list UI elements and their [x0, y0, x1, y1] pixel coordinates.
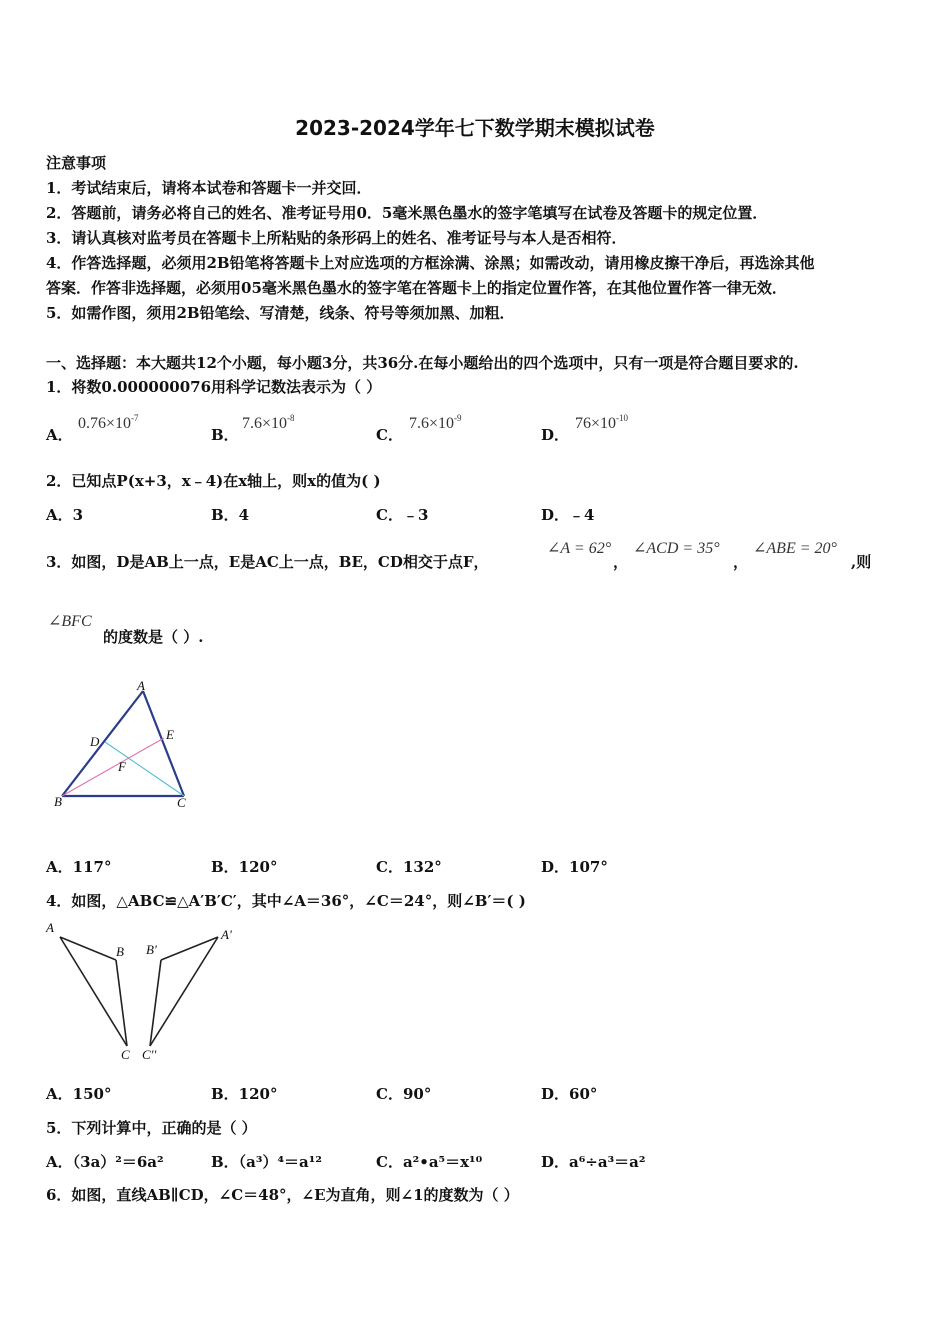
notice-item: 3．请认真核对监考员在答题卡上所粘贴的条形码上的姓名、准考证号与本人是否相符． [46, 229, 627, 247]
q5-option-b: B．（a³）⁴＝a¹² [211, 1153, 322, 1171]
q5-option-a: A．（3a）²＝6a² [46, 1153, 164, 1171]
q1-option-b-label: B． [211, 426, 239, 444]
q3-separator: ， [733, 553, 749, 571]
q1-option-c-label: C． [376, 426, 403, 444]
q5-option-c: C．a²•a⁵＝x¹⁰ [376, 1153, 483, 1171]
q1-option-b-value: $7.6\times 10^{-8}$ [242, 413, 295, 432]
q3-angle-a: ∠A = 62° [547, 540, 612, 557]
q3-separator: ， [613, 553, 629, 571]
q6-stem: 6．如图，直线AB∥CD，∠C＝48°，∠E为直角，则∠1的度数为（ ） [46, 1186, 519, 1204]
q1-option-c-value: $7.6\times 10^{-9}$ [409, 413, 462, 432]
notice-heading: 注意事项 [46, 154, 107, 172]
q3-stem: 3．如图，D是AB上一点，E是AC上一点，BE，CD相交于点F， [46, 553, 489, 571]
q1-stem: 1．将数0.000000076用科学记数法表示为（ ） [46, 378, 382, 396]
q4-point-c-prime: C'' [142, 1047, 157, 1062]
q3-point-e: E [166, 727, 174, 742]
q3-angle-bfc: ∠BFC [48, 613, 92, 630]
q4-option-d: D．60° [541, 1085, 598, 1103]
notice-item: 答案．作答非选择题，必须用05毫米黑色墨水的签字笔在答题卡上的指定位置作答，在其他位置作答一律无效． [46, 279, 787, 297]
q4-point-a-prime: A' [221, 927, 232, 942]
q3-option-d: D．107° [541, 858, 608, 876]
q2-option-a: A．3 [46, 506, 84, 524]
q1-option-d-value: $76\times 10^{-10}$ [575, 413, 629, 432]
q1-option-d-label: D． [541, 426, 570, 444]
q4-option-c: C．90° [376, 1085, 432, 1103]
q3-angle-acd: ∠ACD = 35° [633, 540, 720, 557]
q4-triangles-figure [44, 916, 244, 1066]
q3-point-a: A [137, 678, 145, 693]
q1-option-a-label: A． [46, 426, 73, 444]
q4-option-a: A．150° [46, 1085, 112, 1103]
q2-stem: 2．已知点P(x+3，x﹣4)在x轴上，则x的值为( ) [46, 472, 381, 490]
q3-stem-tail: 的度数是（ ）. [103, 628, 204, 646]
notice-item: 2．答题前，请务必将自己的姓名、准考证号用0．5毫米黑色墨水的签字笔填写在试卷及答题卡的规定位置． [46, 204, 768, 222]
q2-option-c: C．﹣3 [376, 506, 429, 524]
q2-option-b: B．4 [211, 506, 250, 524]
q1-option-a-value: $0.76\times 10^{-7}$ [78, 413, 139, 432]
q3-option-b: B．120° [211, 858, 278, 876]
q3-stem-end: ,则 [851, 553, 872, 571]
q2-option-d: D．﹣4 [541, 506, 595, 524]
notice-item: 1．考试结束后，请将本试卷和答题卡一并交回． [46, 179, 372, 197]
q5-option-d: D．a⁶÷a³＝a² [541, 1153, 646, 1171]
q3-triangle-figure [48, 676, 208, 816]
page-title: 2023-2024学年七下数学期末模拟试卷 [295, 116, 655, 140]
q5-stem: 5．下列计算中，正确的是（ ） [46, 1119, 257, 1137]
notice-item: 4．作答选择题，必须用2B铅笔将答题卡上对应选项的方框涂满、涂黑；如需改动，请用橡皮擦干净后，再选涂其他 [46, 254, 815, 272]
section-heading: 一、选择题：本大题共12个小题，每小题3分，共36分.在每小题给出的四个选项中，只有一项是符合题目要求的. [46, 354, 799, 372]
q3-point-d: D [90, 734, 100, 749]
q3-option-c: C．132° [376, 858, 442, 876]
q4-option-b: B．120° [211, 1085, 278, 1103]
q4-point-a: A [46, 920, 54, 935]
q3-point-b: B [54, 794, 62, 809]
q4-stem: 4．如图，△ABC≌△A′B′C′，其中∠A＝36°，∠C＝24°，则∠B′＝( ) [46, 892, 526, 910]
q4-point-b-prime: B' [146, 942, 157, 957]
q3-option-a: A．117° [46, 858, 112, 876]
q4-point-b: B [116, 944, 124, 959]
q3-angle-abe: ∠ABE = 20° [753, 540, 837, 557]
q4-point-c: C [121, 1047, 130, 1062]
notice-item: 5．如需作图，须用2B铅笔绘、写清楚，线条、符号等须加黑、加粗． [46, 304, 515, 322]
q3-point-f: F [118, 759, 126, 774]
q3-point-c: C [177, 795, 186, 810]
